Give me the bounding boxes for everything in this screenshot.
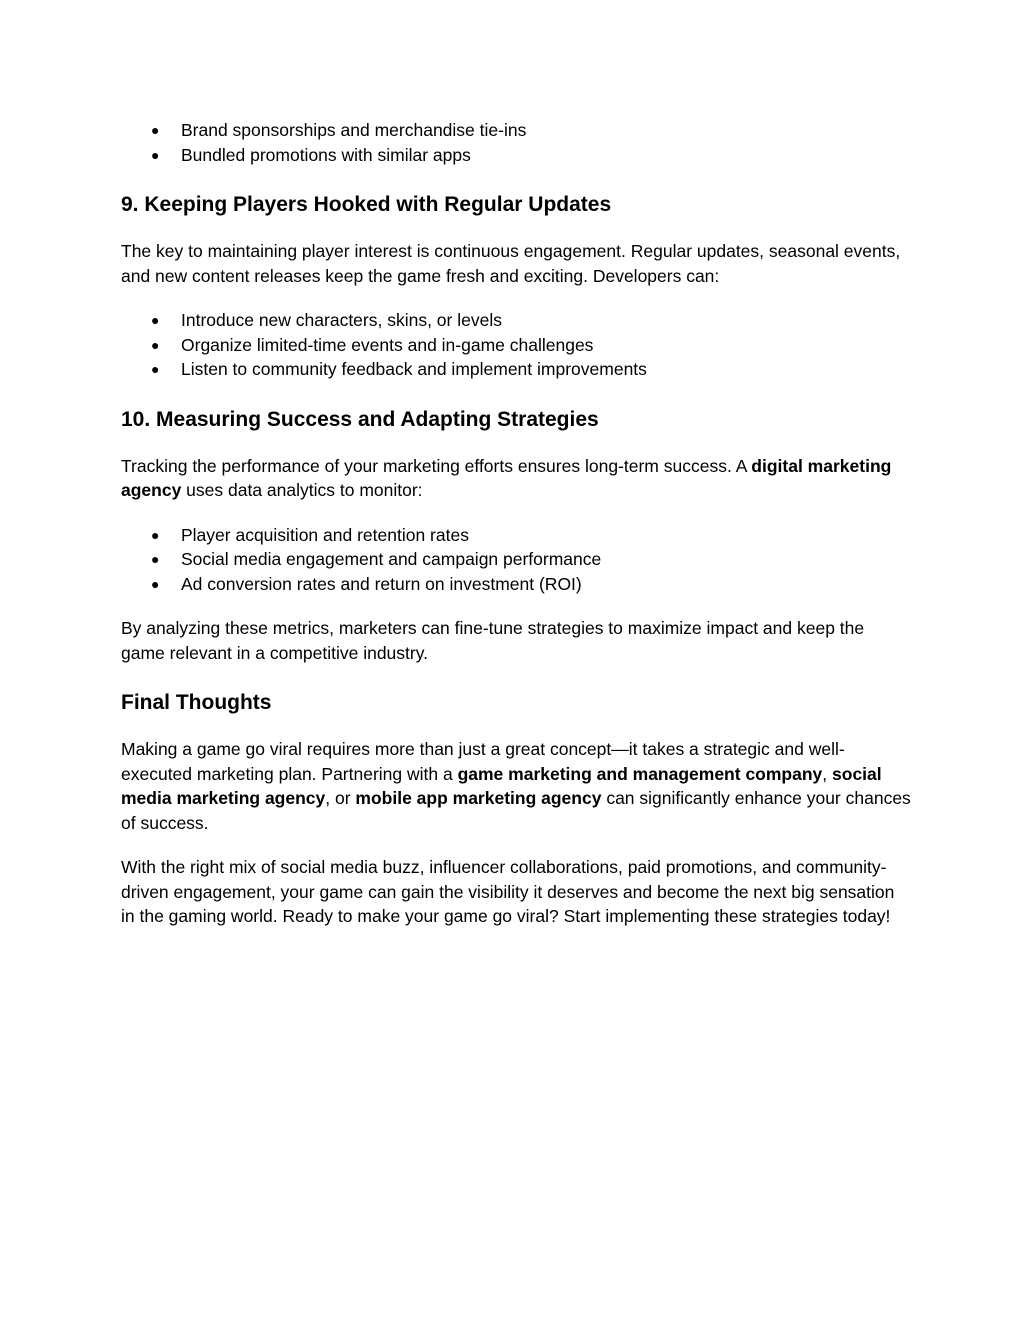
list-item-text: Organize limited-time events and in-game challenges xyxy=(181,334,594,355)
paragraph-text: Making a game go viral requires more than just a great concept—it takes a strategic and well-executed marketing plan. Partnering with a xyxy=(121,739,845,784)
list-item xyxy=(121,572,911,597)
section-9-bullet-list xyxy=(121,308,911,382)
list-item xyxy=(121,333,911,358)
section-9-paragraph: The key to maintaining player interest is continuous engagement. Regular updates, seasonal events, and new content releases keep the game fresh and exciting. Developers can: xyxy=(121,241,901,286)
bold-term: game marketing and management company xyxy=(457,763,823,784)
final-paragraph-2: With the right mix of social media buzz, influencer collaborations, paid promotions, and community-driven engagement, your game can gain the visibility it deserves and become the next big sensation in the gaming world. Ready to make your game go viral? Start implementing these strategies today! xyxy=(121,857,895,926)
bullet-icon: ● xyxy=(151,551,160,567)
paragraph-text: Tracking the performance of your marketing efforts ensures long-term success. A xyxy=(121,455,752,476)
final-paragraph-1 xyxy=(121,737,911,835)
list-item-text: Bundled promotions with similar apps xyxy=(181,144,471,165)
bold-term: social media marketing agency xyxy=(121,763,882,808)
section-10-heading: 10. Measuring Success and Adapting Strategies xyxy=(121,407,599,431)
bullet-icon: ● xyxy=(151,526,160,543)
section-10-bullet-list xyxy=(121,523,911,597)
list-item xyxy=(121,118,911,143)
list-item-text: Brand sponsorships and merchandise tie-ins xyxy=(181,120,527,140)
list-item xyxy=(121,143,911,168)
bullet-icon: ● xyxy=(151,122,160,138)
paragraph-text: , xyxy=(822,763,833,784)
list-item-text: Ad conversion rates and return on investment (ROI) xyxy=(181,573,582,594)
bullet-icon: ● xyxy=(151,312,160,328)
list-item xyxy=(121,357,911,382)
bold-term: mobile app marketing agency xyxy=(355,788,602,808)
paragraph-text: uses data analytics to monitor: xyxy=(181,480,423,500)
bold-term: digital marketing agency xyxy=(121,455,892,500)
document-page xyxy=(121,118,911,929)
list-item xyxy=(121,547,911,572)
bullet-icon: ● xyxy=(151,575,160,592)
bullet-icon: ● xyxy=(151,361,160,377)
intro-bullet-list xyxy=(121,118,911,167)
list-item-text: Listen to community feedback and implement improvements xyxy=(181,359,647,379)
final-thoughts-heading: Final Thoughts xyxy=(121,691,272,714)
bullet-icon: ● xyxy=(151,146,160,163)
list-item-text: Player acquisition and retention rates xyxy=(181,524,469,545)
list-item xyxy=(121,308,911,333)
section-10-closing-paragraph: By analyzing these metrics, marketers can fine-tune strategies to maximize impact and keep the game relevant in a competitive industry. xyxy=(121,618,865,663)
list-item xyxy=(121,523,911,548)
list-item-text: Introduce new characters, skins, or levels xyxy=(181,310,502,330)
list-item-text: Social media engagement and campaign performance xyxy=(181,549,602,569)
section-10-paragraph xyxy=(121,454,911,503)
paragraph-text: , or xyxy=(325,788,356,808)
bullet-icon: ● xyxy=(151,336,160,353)
paragraph-text: can significantly enhance your chances of success. xyxy=(121,788,911,833)
section-9-heading: 9. Keeping Players Hooked with Regular Updates xyxy=(121,193,612,216)
